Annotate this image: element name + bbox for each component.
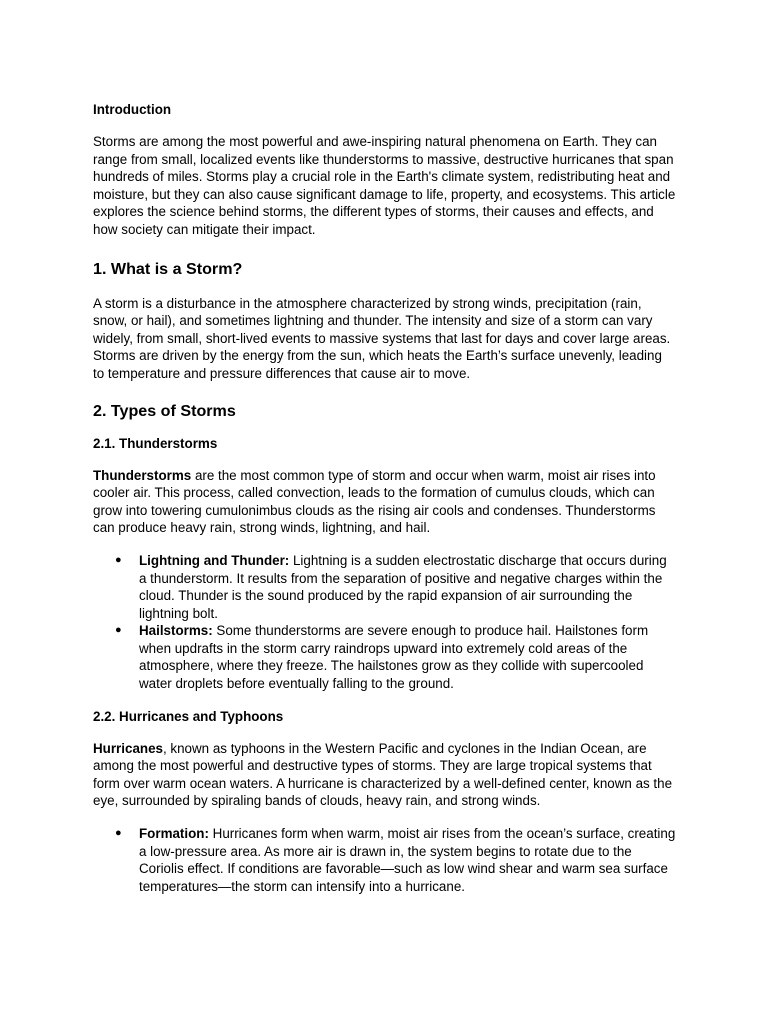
thunderstorms-lead-term: Thunderstorms — [93, 467, 192, 483]
bullet-text: Some thunderstorms are severe enough to produce hail. Hailstones form when updrafts in the storm carry raindrops upward into extremely cold areas of the atmosphere, where they freeze. The hailstones grow as they collide with supercooled water droplets before eventually falling to the ground. — [139, 623, 649, 692]
bullet-text: Lightning is a sudden electrostatic discharge that occurs during a thunderstorm. It results from the separation of positive and negative charges within the cloud. Thunder is the sound produced by the rapid expansion of air surrounding the lightning bolt. — [139, 552, 667, 621]
list-item — [115, 825, 676, 895]
subsection-2-2-heading: 2.2. Hurricanes and Typhoons — [93, 708, 284, 724]
hurricanes-bullet-list — [93, 825, 676, 895]
hurricanes-paragraph — [93, 740, 676, 810]
list-item — [115, 552, 676, 622]
thunderstorms-paragraph — [93, 467, 676, 537]
section-1-heading: 1. What is a Storm? — [93, 259, 243, 278]
list-item — [115, 622, 676, 692]
intro-paragraph: Storms are among the most powerful and awe-inspiring natural phenomena on Earth. They can range from small, localized events like thunderstorms to massive, destructive hurricanes that span hundreds of miles. Storms play a crucial role in the Earth's climate system, redistributing heat and moisture, but they can also cause significant damage to life, property, and ecosystems. This article explores the science behind storms, the different types of storms, their causes and effects, and how society can mitigate their impact. — [93, 134, 676, 237]
bullet-icon: ● — [115, 624, 122, 637]
bullet-term: Lightning and Thunder: — [139, 552, 290, 568]
hurricanes-lead-term: Hurricanes — [93, 740, 163, 756]
section-2-heading: 2. Types of Storms — [93, 401, 236, 420]
bullet-term: Formation: — [139, 826, 209, 842]
thunderstorms-text: are the most common type of storm and occur when warm, moist air rises into cooler air. This process, called convection, leads to the formation of cumulus clouds, which can grow into towering cumulonimbus clouds as the rising air cools and condenses. Thunderstorms can produce heavy rain, strong winds, lightning, and hail. — [93, 467, 656, 536]
section-1-paragraph: A storm is a disturbance in the atmosphere characterized by strong winds, precipitation (rain, snow, or hail), and sometimes lightning and thunder. The intensity and size of a storm can vary widely, from small, short-lived events to massive systems that last for days and cover large areas. Storms are driven by the energy from the sun, which heats the Earth’s surface unevenly, leading to temperature and pressure differences that cause air to move. — [93, 295, 671, 381]
hurricanes-text: , known as typhoons in the Western Pacific and cyclones in the Indian Ocean, are among the most powerful and destructive types of storms. They are large tropical systems that form over warm ocean waters. A hurricane is characterized by a well-defined center, known as the eye, surrounded by spiraling bands of clouds, heavy rain, and strong winds. — [93, 740, 673, 809]
thunderstorms-bullet-list — [93, 552, 676, 693]
bullet-text: Hurricanes form when warm, moist air rises from the ocean’s surface, creating a low-pressure area. As more air is drawn in, the system begins to rotate due to the Coriolis effect. If conditions are favorable—such as low wind shear and warm sea surface temperatures—the storm can intensify into a hurricane. — [139, 826, 676, 894]
intro-heading: Introduction — [93, 102, 172, 117]
bullet-icon: ● — [115, 827, 122, 840]
bullet-icon: ● — [115, 553, 122, 566]
subsection-2-1-heading: 2.1. Thunderstorms — [93, 435, 218, 451]
bullet-term: Hailstorms: — [139, 623, 213, 639]
